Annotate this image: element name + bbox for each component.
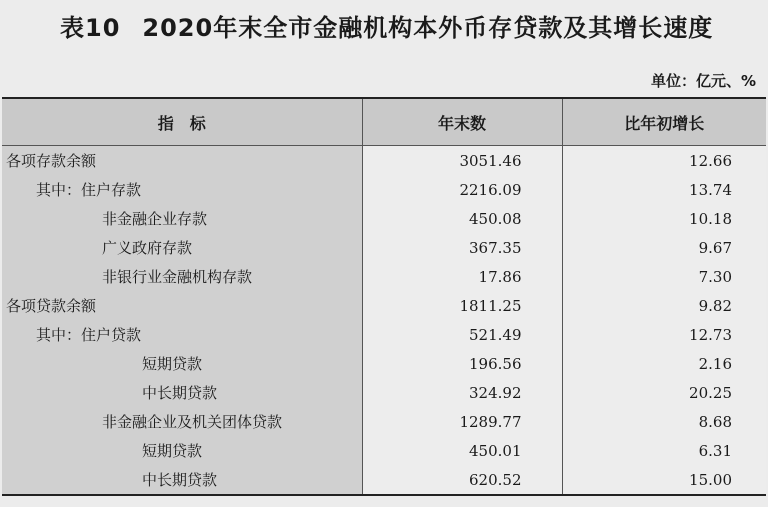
row-value: 3051.46 [362, 146, 562, 176]
table-row [2, 349, 766, 378]
data-table [2, 97, 766, 496]
row-label: 各项存款余额 [2, 146, 362, 176]
row-growth: 13.74 [562, 175, 766, 204]
row-value: 620.52 [362, 465, 562, 495]
row-value: 17.86 [362, 262, 562, 291]
row-growth: 9.82 [562, 291, 766, 320]
table-row [2, 436, 766, 465]
row-label: 各项贷款余额 [2, 291, 362, 320]
row-value: 450.08 [362, 204, 562, 233]
row-growth: 12.73 [562, 320, 766, 349]
row-growth: 9.67 [562, 233, 766, 262]
row-growth: 10.18 [562, 204, 766, 233]
row-value: 324.92 [362, 378, 562, 407]
row-label: 其中：住户存款 [2, 175, 362, 204]
row-growth: 6.31 [562, 436, 766, 465]
row-value: 1811.25 [362, 291, 562, 320]
table-row [2, 378, 766, 407]
table-row [2, 175, 766, 204]
table-number: 表10 [60, 14, 121, 42]
row-label: 非银行业金融机构存款 [2, 262, 362, 291]
header-year-end: 年末数 [362, 98, 562, 146]
row-growth: 2.16 [562, 349, 766, 378]
table-row [2, 262, 766, 291]
table-row [2, 233, 766, 262]
table-row [2, 320, 766, 349]
table-row [2, 204, 766, 233]
header-growth: 比年初增长 [562, 98, 766, 146]
row-growth: 8.68 [562, 407, 766, 436]
row-value: 367.35 [362, 233, 562, 262]
row-label: 中长期贷款 [2, 378, 362, 407]
page-title [60, 8, 713, 43]
table-row [2, 146, 766, 176]
row-label: 短期贷款 [2, 349, 362, 378]
row-value: 196.56 [362, 349, 562, 378]
row-label: 短期贷款 [2, 436, 362, 465]
row-label: 广义政府存款 [2, 233, 362, 262]
row-growth: 12.66 [562, 146, 766, 176]
header-row [2, 98, 766, 146]
row-growth: 7.30 [562, 262, 766, 291]
row-growth: 15.00 [562, 465, 766, 495]
table-row [2, 291, 766, 320]
row-value: 450.01 [362, 436, 562, 465]
row-label: 其中：住户贷款 [2, 320, 362, 349]
row-value: 1289.77 [362, 407, 562, 436]
table-title-text: 2020年末全市金融机构本外币存贷款及其增长速度 [142, 14, 714, 42]
header-indicator: 指 标 [2, 98, 362, 146]
table-row [2, 465, 766, 495]
row-label: 非金融企业存款 [2, 204, 362, 233]
row-growth: 20.25 [562, 378, 766, 407]
row-label: 中长期贷款 [2, 465, 362, 495]
row-label: 非金融企业及机关团体贷款 [2, 407, 362, 436]
row-value: 2216.09 [362, 175, 562, 204]
table-row [2, 407, 766, 436]
unit-label: 单位：亿元、% [650, 72, 756, 90]
row-value: 521.49 [362, 320, 562, 349]
